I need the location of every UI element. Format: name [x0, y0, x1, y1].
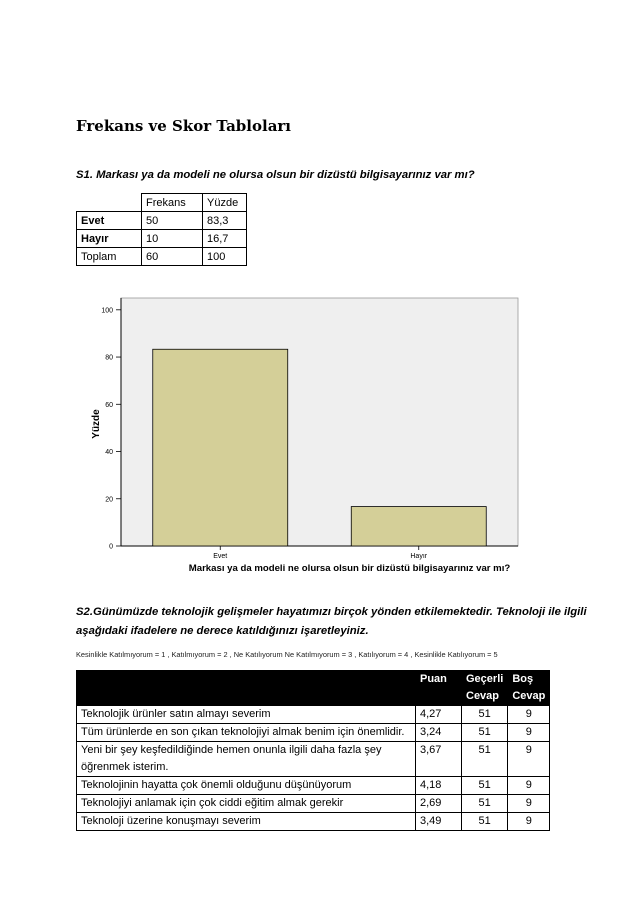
bar [153, 349, 288, 546]
table-cell: 51 [462, 706, 508, 724]
table-header-cell: Geçerli Cevap [462, 671, 508, 706]
table-cell: 9 [508, 777, 550, 795]
table-cell: Teknolojinin hayatta çok önemli olduğunu düşünüyorum [77, 777, 416, 795]
question-2-line-1: S2.Günümüzde teknolojik gelişmeler hayatımızı birçok yönden etkilemektedir. Teknoloji ile ilgili [76, 606, 587, 618]
y-tick-label: 0 [109, 543, 113, 551]
y-tick-label: 60 [105, 401, 113, 409]
scale-note: Kesinlikle Katılmıyorum = 1 , Katılmıyorum = 2 , Ne Katılıyorum Ne Katılmıyorum = 3 , Katılıyorum = 4 , Kesinlikle Katılıyorum = 5 [76, 650, 498, 659]
table-row [77, 742, 550, 777]
table-cell: 9 [508, 742, 550, 777]
table-cell: 60 [142, 248, 203, 266]
table-cell: 9 [508, 706, 550, 724]
table-cell: Teknolojik ürünler satın almayı severim [77, 706, 416, 724]
score-table [76, 670, 550, 831]
y-tick-label: 20 [105, 496, 113, 504]
table-row [77, 813, 550, 831]
table-cell: 51 [462, 724, 508, 742]
table-header-row [77, 194, 247, 212]
y-axis-title: Yüzde [91, 409, 102, 439]
y-tick-label: 100 [101, 307, 113, 315]
table-header-cell: Puan [416, 671, 462, 706]
x-tick-label: Hayır [410, 553, 428, 560]
table-row [77, 706, 550, 724]
table-cell: 3,24 [416, 724, 462, 742]
x-tick-label: Evet [213, 553, 228, 560]
table-cell: Teknolojiyi anlamak için çok ciddi eğitim almak gerekir [77, 795, 416, 813]
table-cell: 100 [203, 248, 247, 266]
table-cell: 50 [142, 212, 203, 230]
table-cell: 4,27 [416, 706, 462, 724]
table-cell: 10 [142, 230, 203, 248]
table-header-row [77, 671, 550, 706]
table-header-cell [77, 194, 142, 212]
table-header-cell: Frekans [142, 194, 203, 212]
table-cell: Evet [77, 212, 142, 230]
y-tick-label: 80 [105, 354, 113, 362]
page-title: Frekans ve Skor Tabloları [76, 117, 292, 135]
y-tick-label: 40 [105, 449, 113, 457]
table-header-cell: Yüzde [203, 194, 247, 212]
frequency-bar-chart [76, 290, 526, 580]
x-axis-title: Markası ya da modeli ne olursa olsun bir dizüstü bilgisayarınız var mı? [188, 563, 511, 574]
table-row [77, 724, 550, 742]
table-cell: 51 [462, 742, 508, 777]
table-cell: 2,69 [416, 795, 462, 813]
table-cell: Toplam [77, 248, 142, 266]
table-cell: 4,18 [416, 777, 462, 795]
table-header-cell [77, 671, 416, 706]
table-cell: Teknoloji üzerine konuşmayı severim [77, 813, 416, 831]
table-cell: 51 [462, 795, 508, 813]
question-1: S1. Markası ya da modeli ne olursa olsun bir dizüstü bilgisayarınız var mı? [76, 169, 475, 181]
table-cell: 16,7 [203, 230, 247, 248]
table-cell: 3,49 [416, 813, 462, 831]
table-cell: 9 [508, 724, 550, 742]
table-row [77, 777, 550, 795]
table-cell: 83,3 [203, 212, 247, 230]
frequency-table [76, 193, 247, 266]
table-cell: 9 [508, 795, 550, 813]
table-cell: Tüm ürünlerde en son çıkan teknolojiyi almak benim için önemlidir. [77, 724, 416, 742]
table-row [77, 230, 247, 248]
question-2-line-2: aşağıdaki ifadelere ne derece katıldığınızı işaretleyiniz. [76, 625, 369, 637]
table-cell: Yeni bir şey keşfedildiğinde hemen onunla ilgili daha fazla şey öğrenmek isterim. [77, 742, 416, 777]
table-cell: 9 [508, 813, 550, 831]
table-cell: 51 [462, 777, 508, 795]
bar [351, 507, 486, 546]
table-row [77, 212, 247, 230]
table-cell: 3,67 [416, 742, 462, 777]
table-cell: 51 [462, 813, 508, 831]
table-row [77, 795, 550, 813]
table-cell: Hayır [77, 230, 142, 248]
table-header-cell: Boş Cevap [508, 671, 550, 706]
table-row [77, 248, 247, 266]
